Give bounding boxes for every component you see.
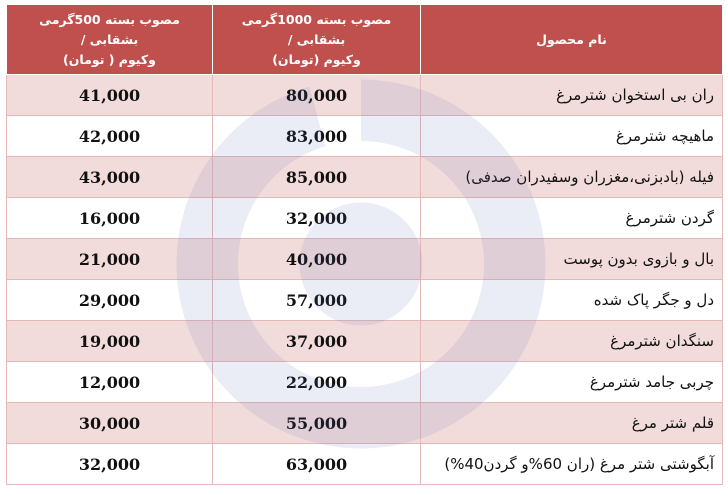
price-table-container — [6, 4, 722, 494]
price-500-cell: 19,000 — [7, 321, 213, 362]
product-name-cell: ماهیچه شترمرغ — [421, 116, 723, 157]
header-price-500g: مصوب بسته 500گرمی بشقابی / وکیوم ( تومان) — [7, 5, 213, 75]
price-1000-cell: 57,000 — [213, 280, 421, 321]
table-row — [7, 321, 723, 362]
price-500-cell: 32,000 — [7, 444, 213, 485]
price-1000-cell: 37,000 — [213, 321, 421, 362]
price-1000-cell: 22,000 — [213, 362, 421, 403]
table-row — [7, 75, 723, 116]
price-1000-cell: 40,000 — [213, 239, 421, 280]
price-500-cell: 41,000 — [7, 75, 213, 116]
table-row — [7, 362, 723, 403]
price-500-cell: 30,000 — [7, 403, 213, 444]
price-table — [6, 4, 723, 485]
price-500-cell: 12,000 — [7, 362, 213, 403]
product-name-cell: سنگدان شترمرغ — [421, 321, 723, 362]
table-row — [7, 239, 723, 280]
table-header-row — [7, 5, 723, 75]
product-name-cell: چربی جامد شترمرغ — [421, 362, 723, 403]
table-row — [7, 157, 723, 198]
product-name-cell: گردن شترمرغ — [421, 198, 723, 239]
price-500-cell: 21,000 — [7, 239, 213, 280]
table-row — [7, 198, 723, 239]
price-1000-cell: 80,000 — [213, 75, 421, 116]
table-row — [7, 280, 723, 321]
price-1000-cell: 32,000 — [213, 198, 421, 239]
price-500-cell: 16,000 — [7, 198, 213, 239]
product-name-cell: فیله (بادبزنی،مغزران وسفیدران صدفی) — [421, 157, 723, 198]
product-name-cell: بال و بازوی بدون پوست — [421, 239, 723, 280]
header-product-name: نام محصول — [421, 5, 723, 75]
price-1000-cell: 85,000 — [213, 157, 421, 198]
product-name-cell: آبگوشتی شتر مرغ (ران 60%و گردن40%) — [421, 444, 723, 485]
price-1000-cell: 55,000 — [213, 403, 421, 444]
price-1000-cell: 63,000 — [213, 444, 421, 485]
table-row — [7, 403, 723, 444]
product-name-cell: قلم شتر مرغ — [421, 403, 723, 444]
price-500-cell: 43,000 — [7, 157, 213, 198]
product-name-cell: دل و جگر پاک شده — [421, 280, 723, 321]
price-1000-cell: 83,000 — [213, 116, 421, 157]
product-name-cell: ران بی استخوان شترمرغ — [421, 75, 723, 116]
table-row — [7, 444, 723, 485]
table-row — [7, 116, 723, 157]
header-price-1000g: مصوب بسته 1000گرمی بشقابی / وکیوم (تومان) — [213, 5, 421, 75]
price-500-cell: 29,000 — [7, 280, 213, 321]
price-500-cell: 42,000 — [7, 116, 213, 157]
